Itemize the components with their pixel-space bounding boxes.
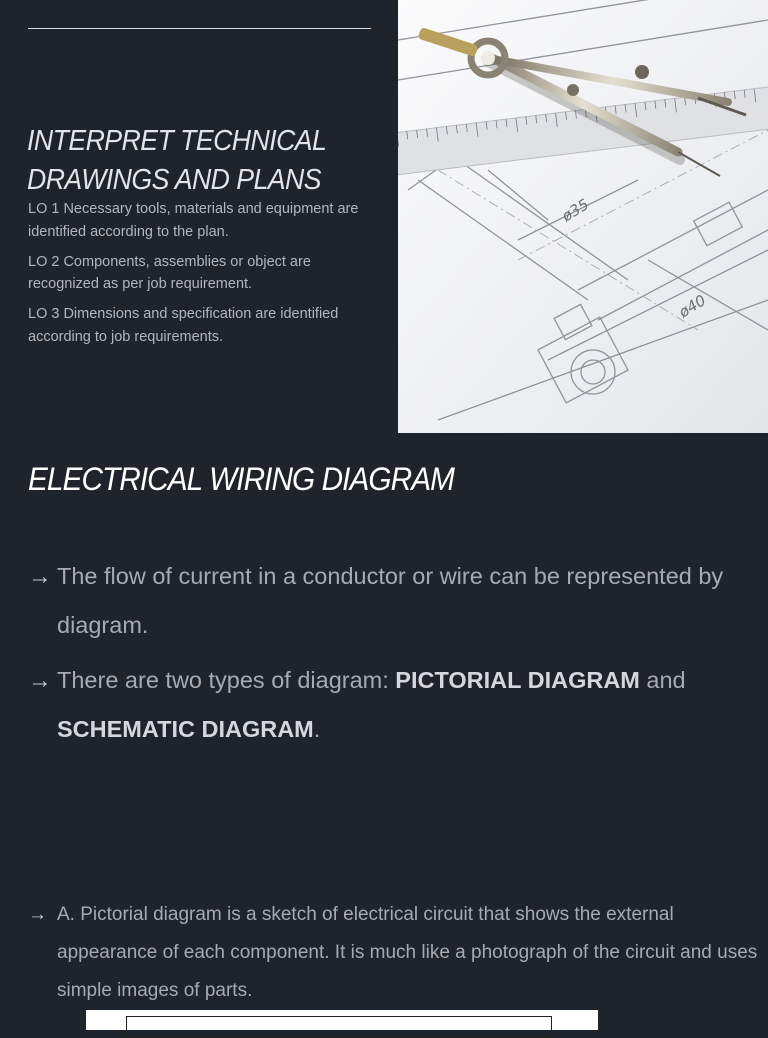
pictorial-diagram-term: PICTORIAL DIAGRAM xyxy=(395,667,640,693)
arrow-icon: → xyxy=(28,563,52,589)
bullet-list xyxy=(28,552,728,760)
dimension-label-35: ø35 xyxy=(558,195,593,226)
bullet-item xyxy=(28,896,767,1010)
arrow-icon: → xyxy=(28,904,47,925)
dimension-label-40: ø40 xyxy=(675,291,710,322)
page-title-line2: DRAWINGS AND PLANS xyxy=(27,164,321,196)
bullet-text: There are two types of diagram: xyxy=(57,667,396,693)
diagram-frame xyxy=(126,1016,552,1038)
schematic-diagram-term: SCHEMATIC DIAGRAM xyxy=(57,715,314,742)
top-divider xyxy=(28,28,371,29)
learning-objective: LO 3 Dimensions and specification are identified according to job requirements. xyxy=(28,306,339,345)
learning-objective: LO 2 Components, assemblies or object are recognized as per job requirement. xyxy=(28,253,311,292)
pictorial-diagram-preview xyxy=(86,1010,598,1030)
blueprint-illustration xyxy=(398,0,768,433)
section-heading: ELECTRICAL WIRING DIAGRAM xyxy=(28,461,454,497)
bullet-text: . xyxy=(313,715,321,742)
learning-objectives-list xyxy=(28,198,378,356)
page-title xyxy=(27,122,358,200)
arrow-icon: → xyxy=(28,667,52,693)
bullet-text: A. Pictorial diagram is a sketch of electrical circuit that shows the external appearance of each component. It is much like a photograph of the circuit and uses simple images of parts. xyxy=(57,904,758,1001)
bullet-text: The flow of current in a conductor or wire can be represented by diagram. xyxy=(57,563,724,638)
page-title-line1: INTERPRET TECHNICAL xyxy=(27,125,327,157)
bullet-text: and xyxy=(639,667,686,693)
blueprint-compass-image xyxy=(398,0,768,433)
bullet-item xyxy=(28,552,728,649)
bullet-item xyxy=(28,656,728,753)
learning-objective: LO 1 Necessary tools, materials and equipment are identified according to the plan. xyxy=(28,201,359,240)
